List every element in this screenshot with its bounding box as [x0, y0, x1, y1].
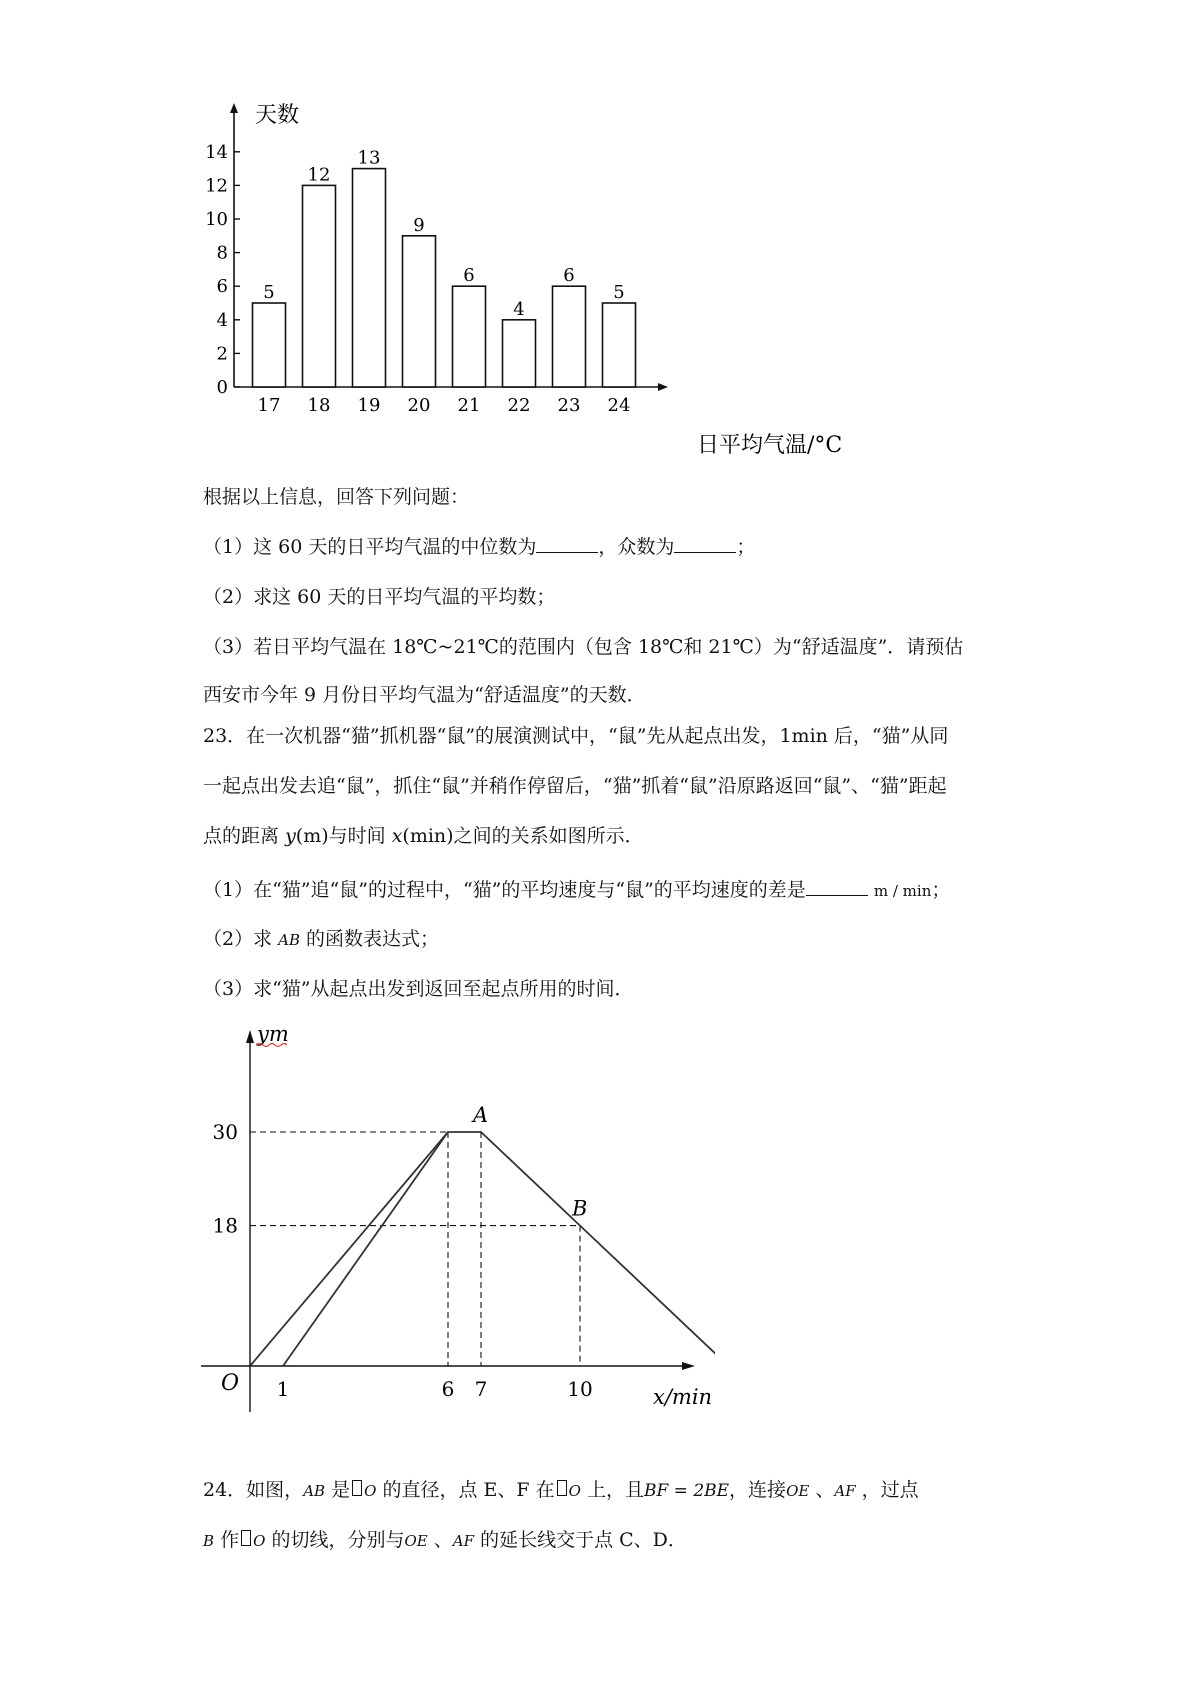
y-tick-label: 6 [216, 276, 228, 298]
bar [403, 236, 436, 387]
series-mouse [250, 1132, 448, 1366]
point-o: O [253, 1532, 266, 1550]
x-tick-label: 1 [276, 1377, 290, 1401]
bar [303, 185, 336, 387]
bar [253, 303, 286, 387]
circle-symbol-icon [241, 1530, 251, 1546]
x-tick-label: 21 [457, 395, 481, 416]
data-label: 9 [413, 214, 425, 236]
q24-text-8: 作 [220, 1529, 240, 1551]
q24-text-4: 上，且 [586, 1479, 644, 1501]
q23-1-end: ； [931, 879, 951, 901]
q24-text-9: 的切线，分别与 [271, 1529, 405, 1551]
q22-1-end: ； [736, 536, 756, 558]
answer-blank [536, 534, 598, 553]
q23-part1 [203, 876, 950, 905]
y-tick-label: 4 [216, 309, 228, 331]
q23-line1 [203, 722, 948, 750]
bar [603, 303, 636, 387]
segment-oe: OE [786, 1482, 810, 1500]
bar [553, 286, 586, 387]
intro-line [203, 483, 469, 511]
y-tick-label: 18 [212, 1213, 238, 1238]
y-axis-arrow-icon [246, 1030, 254, 1043]
q24-text-3: 的直径，点 E、F 在 [382, 1479, 555, 1501]
q23-1-text: （1）在“猫”追“鼠”的过程中，“猫”的平均速度与“鼠”的平均速度的差是 [203, 879, 806, 901]
x-axis-arrow-icon [658, 383, 668, 391]
q23-text-3a: 点的距离 [203, 825, 280, 847]
x-axis-arrow-icon [682, 1362, 695, 1370]
x-tick-label: 23 [557, 395, 581, 416]
answer-blank [674, 534, 736, 553]
q22-part2 [203, 583, 555, 611]
q23-text-3c: 之间的关系如图所示． [453, 825, 644, 847]
q23-text-1: 23．在一次机器“猫”抓机器“鼠”的展演测试中，“鼠”先从起点出发，1min 后，“猫”从同 [203, 725, 949, 747]
var-x: x [391, 825, 403, 847]
q24-text-10: 、 [433, 1529, 453, 1551]
data-label: 5 [613, 282, 625, 303]
q24-text-1: 24．如图， [203, 1479, 304, 1501]
x-tick-label: 22 [507, 395, 531, 416]
point-o: O [568, 1482, 581, 1500]
point-o: O [364, 1482, 377, 1500]
unit-m: (m) [295, 825, 329, 847]
series-cat [283, 1132, 715, 1366]
q23-part2 [203, 925, 439, 954]
q24-text-7: ，过点 [861, 1479, 919, 1501]
q23-part3 [203, 975, 634, 1003]
origin-label: O [221, 1371, 240, 1396]
y-tick-label: 30 [212, 1120, 238, 1144]
q23-line2 [203, 772, 947, 800]
q23-3-text: （3）求“猫”从起点出发到返回至起点所用的时间． [203, 978, 634, 1000]
x-tick-label: 10 [567, 1377, 593, 1401]
q24-text-5: ，连接 [729, 1479, 787, 1501]
x-axis-label: x/min [653, 1385, 713, 1409]
var-y: y [285, 825, 296, 847]
q22-part3 [203, 633, 963, 661]
data-label: 6 [563, 265, 575, 287]
y-tick-label: 8 [216, 242, 228, 264]
data-label: 5 [263, 282, 275, 303]
segment-ab: AB [278, 931, 300, 949]
point-label-b: B [572, 1196, 588, 1221]
data-label: 12 [307, 164, 331, 186]
y-axis-label: ym [257, 1022, 289, 1046]
x-tick-label: 19 [357, 395, 381, 416]
segment-oe: OE [404, 1532, 428, 1550]
point-b: B [203, 1532, 215, 1550]
q22-1-text: （1）这 60 天的日平均气温的中位数为 [203, 536, 537, 558]
x-tick-label: 24 [607, 395, 631, 416]
bar [503, 320, 536, 387]
distance-time-graph [195, 1020, 715, 1420]
data-label: 4 [513, 298, 525, 320]
x-tick-label: 18 [307, 395, 331, 416]
q23-text-3b: 与时间 [328, 825, 386, 847]
equation-bf-2be: BF = 2BE [643, 1481, 730, 1501]
q22-part3-cont [203, 681, 646, 709]
y-tick-label: 2 [216, 343, 228, 365]
y-axis-arrow-icon [230, 103, 238, 113]
bar [453, 286, 486, 387]
segment-af: AF [452, 1532, 475, 1550]
x-tick-label: 7 [474, 1377, 488, 1401]
q24-text-2: 是 [331, 1479, 351, 1501]
q23-2-end: 的函数表达式； [306, 928, 440, 950]
x-axis-label: 日平均气温/°C [697, 433, 843, 458]
data-label: 6 [463, 265, 475, 287]
q22-3-text: （3）若日平均气温在 18℃~21℃的范围内（包含 18℃和 21℃）为“舒适温度”．请预估 [203, 636, 964, 658]
y-tick-label: 0 [216, 377, 228, 398]
circle-symbol-icon [557, 1480, 567, 1496]
segment-ab: AB [303, 1482, 326, 1500]
y-axis-label: 天数 [255, 103, 300, 128]
segment-af: AF [834, 1482, 856, 1500]
x-tick-label: 6 [441, 1377, 455, 1401]
q22-1-mid: ，众数为 [598, 536, 675, 558]
q24-line1 [203, 1476, 919, 1505]
q24-text-11: 的延长线交于点 C、D． [480, 1529, 687, 1551]
unit-speed: m / min [873, 882, 932, 900]
q24-line2 [203, 1526, 687, 1555]
x-tick-label: 20 [407, 395, 431, 416]
unit-min: (min) [402, 825, 454, 847]
q22-3-text-cont: 西安市今年 9 月份日平均气温为“舒适温度”的天数． [203, 684, 646, 706]
q24-text-6: 、 [815, 1479, 835, 1501]
q22-2-text: （2）求这 60 天的日平均气温的平均数； [203, 586, 556, 608]
y-tick-label: 14 [205, 141, 228, 163]
intro-text: 根据以上信息，回答下列问题： [203, 486, 470, 508]
y-tick-label: 12 [205, 175, 228, 197]
answer-blank [806, 877, 868, 896]
point-label-a: A [473, 1103, 489, 1127]
q23-line3 [203, 822, 644, 850]
circle-symbol-icon [352, 1480, 362, 1496]
q23-2-text: （2）求 [203, 928, 273, 950]
data-label: 13 [357, 147, 381, 169]
bar-chart [200, 95, 880, 465]
bar [353, 169, 386, 387]
q23-text-2: 一起点出发去追“鼠”，抓住“鼠”并稍作停留后，“猫”抓着“鼠”沿原路返回“鼠”、“猫”距起 [203, 775, 947, 797]
q22-part1 [203, 533, 755, 561]
x-tick-label: 17 [257, 395, 281, 416]
y-tick-label: 10 [205, 209, 228, 230]
